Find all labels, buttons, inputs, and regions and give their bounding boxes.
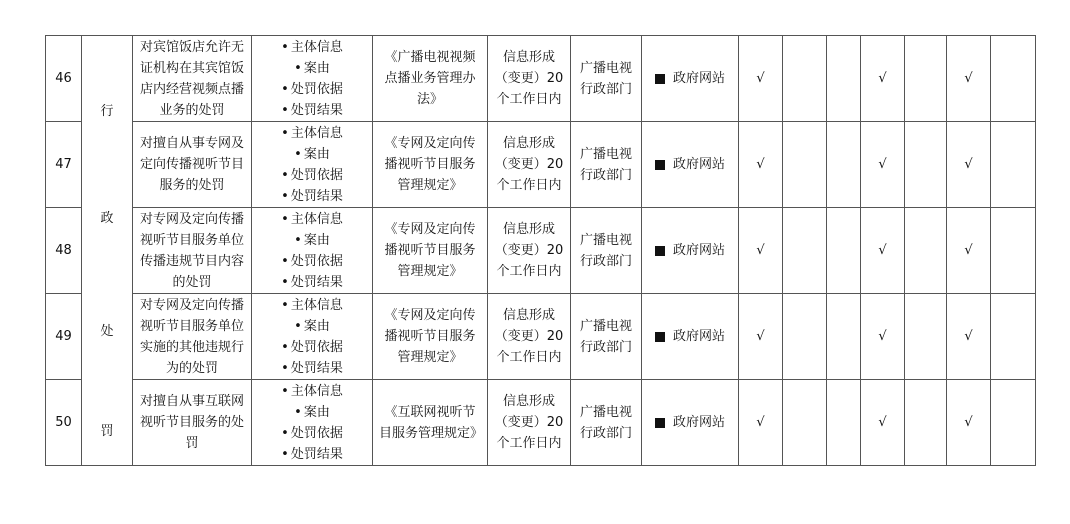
check-cell: √ <box>861 36 905 122</box>
channel-cell <box>642 380 739 466</box>
list-item: • 案由 <box>252 58 372 79</box>
list-item: • 处罚依据 <box>252 337 372 358</box>
content-list <box>252 381 372 465</box>
check-cell <box>827 208 861 294</box>
category-char: 处 <box>100 324 114 339</box>
deadline: 信息形成（变更）20个工作日内 <box>494 308 564 365</box>
table-row <box>46 380 1036 466</box>
law-cell <box>373 36 488 122</box>
item-name: 对专网及定向传播视听节目服务单位实施的其他违规行为的处罚 <box>139 297 244 376</box>
black-square-icon <box>655 246 665 256</box>
content-cell <box>252 294 373 380</box>
dept-cell <box>571 36 642 122</box>
list-item: • 处罚依据 <box>252 251 372 272</box>
content-cell <box>252 208 373 294</box>
channel-label: 政府网站 <box>672 243 725 258</box>
check-cell <box>905 36 947 122</box>
dept-cell <box>571 122 642 208</box>
check-cell <box>783 122 827 208</box>
check-cell <box>991 122 1036 208</box>
disclosure-table <box>45 35 1036 466</box>
list-item: • 案由 <box>252 144 372 165</box>
law-cell <box>373 208 488 294</box>
row-number: 49 <box>46 294 82 380</box>
row-number: 46 <box>46 36 82 122</box>
department: 广播电视行政部门 <box>579 318 632 355</box>
check-cell: √ <box>739 294 783 380</box>
law-basis: 《互联网视听节目服务管理规定》 <box>379 404 484 441</box>
channel-label: 政府网站 <box>672 415 725 430</box>
check-cell: √ <box>739 208 783 294</box>
check-cell: √ <box>861 294 905 380</box>
check-cell <box>991 208 1036 294</box>
black-square-icon <box>655 160 665 170</box>
deadline: 信息形成（变更）20个工作日内 <box>494 394 564 451</box>
list-item: • 处罚结果 <box>252 186 372 207</box>
item-name: 对擅自从事互联网视听节目服务的处罚 <box>139 394 244 451</box>
check-cell: √ <box>947 380 991 466</box>
list-item: • 处罚依据 <box>252 165 372 186</box>
check-cell: √ <box>739 122 783 208</box>
check-cell: √ <box>739 36 783 122</box>
check-cell: √ <box>861 380 905 466</box>
table-row <box>46 122 1036 208</box>
row-number: 50 <box>46 380 82 466</box>
law-basis: 《广播电视视频点播业务管理办法》 <box>384 50 476 107</box>
channel-label: 政府网站 <box>672 329 725 344</box>
channel-cell <box>642 122 739 208</box>
check-cell <box>991 36 1036 122</box>
check-cell <box>991 294 1036 380</box>
deadline: 信息形成（变更）20个工作日内 <box>494 222 564 279</box>
department: 广播电视行政部门 <box>579 232 632 269</box>
dept-cell <box>571 380 642 466</box>
law-cell <box>373 380 488 466</box>
law-basis: 《专网及定向传播视听节目服务管理规定》 <box>384 222 476 279</box>
black-square-icon <box>655 418 665 428</box>
content-list <box>252 37 372 121</box>
list-item: • 处罚结果 <box>252 444 372 465</box>
check-cell <box>827 36 861 122</box>
channel-label: 政府网站 <box>672 71 725 86</box>
check-cell <box>905 122 947 208</box>
check-cell <box>905 380 947 466</box>
check-cell <box>827 294 861 380</box>
channel-cell <box>642 294 739 380</box>
check-cell <box>783 36 827 122</box>
deadline-cell <box>488 208 571 294</box>
check-cell: √ <box>739 380 783 466</box>
channel-cell <box>642 36 739 122</box>
deadline-cell <box>488 380 571 466</box>
deadline: 信息形成（变更）20个工作日内 <box>494 50 564 107</box>
list-item: • 案由 <box>252 316 372 337</box>
item-cell <box>133 208 252 294</box>
department: 广播电视行政部门 <box>579 146 632 183</box>
table-row <box>46 208 1036 294</box>
item-cell <box>133 36 252 122</box>
list-item: • 处罚结果 <box>252 100 372 121</box>
table-row <box>46 36 1036 122</box>
black-square-icon <box>655 74 665 84</box>
content-cell <box>252 122 373 208</box>
row-number: 48 <box>46 208 82 294</box>
list-item: • 案由 <box>252 230 372 251</box>
list-item: • 主体信息 <box>252 123 372 144</box>
check-cell <box>783 208 827 294</box>
check-cell <box>905 294 947 380</box>
deadline-cell <box>488 36 571 122</box>
deadline-cell <box>488 294 571 380</box>
table-row <box>46 294 1036 380</box>
check-cell: √ <box>947 122 991 208</box>
dept-cell <box>571 208 642 294</box>
check-cell: √ <box>947 294 991 380</box>
law-basis: 《专网及定向传播视听节目服务管理规定》 <box>384 308 476 365</box>
list-item: • 主体信息 <box>252 37 372 58</box>
list-item: • 主体信息 <box>252 381 372 402</box>
item-cell <box>133 294 252 380</box>
channel-cell <box>642 208 739 294</box>
category-char: 行 <box>100 104 114 119</box>
row-number: 47 <box>46 122 82 208</box>
department: 广播电视行政部门 <box>579 404 632 441</box>
check-cell <box>827 380 861 466</box>
dept-cell <box>571 294 642 380</box>
check-cell <box>991 380 1036 466</box>
item-cell <box>133 122 252 208</box>
category-char: 罚 <box>100 424 114 439</box>
channel-label: 政府网站 <box>672 157 725 172</box>
content-cell <box>252 380 373 466</box>
check-cell <box>905 208 947 294</box>
black-square-icon <box>655 332 665 342</box>
deadline: 信息形成（变更）20个工作日内 <box>494 136 564 193</box>
content-list <box>252 123 372 207</box>
item-name: 对专网及定向传播视听节目服务单位传播违规节目内容的处罚 <box>139 211 244 290</box>
deadline-cell <box>488 122 571 208</box>
law-basis: 《专网及定向传播视听节目服务管理规定》 <box>384 136 476 193</box>
content-list <box>252 209 372 293</box>
check-cell <box>783 380 827 466</box>
department: 广播电视行政部门 <box>579 60 632 97</box>
check-cell: √ <box>947 208 991 294</box>
list-item: • 处罚依据 <box>252 79 372 100</box>
list-item: • 案由 <box>252 402 372 423</box>
item-name: 对宾馆饭店允许无证机构在其宾馆饭店内经营视频点播业务的处罚 <box>139 39 244 118</box>
content-list <box>252 295 372 379</box>
category-cell <box>82 36 133 466</box>
item-name: 对擅自从事专网及定向传播视听节目服务的处罚 <box>139 136 244 193</box>
category-char: 政 <box>100 211 114 226</box>
list-item: • 处罚依据 <box>252 423 372 444</box>
check-cell <box>783 294 827 380</box>
check-cell: √ <box>947 36 991 122</box>
list-item: • 主体信息 <box>252 295 372 316</box>
check-cell: √ <box>861 208 905 294</box>
item-cell <box>133 380 252 466</box>
check-cell: √ <box>861 122 905 208</box>
list-item: • 处罚结果 <box>252 358 372 379</box>
list-item: • 处罚结果 <box>252 272 372 293</box>
law-cell <box>373 122 488 208</box>
content-cell <box>252 36 373 122</box>
law-cell <box>373 294 488 380</box>
check-cell <box>827 122 861 208</box>
list-item: • 主体信息 <box>252 209 372 230</box>
